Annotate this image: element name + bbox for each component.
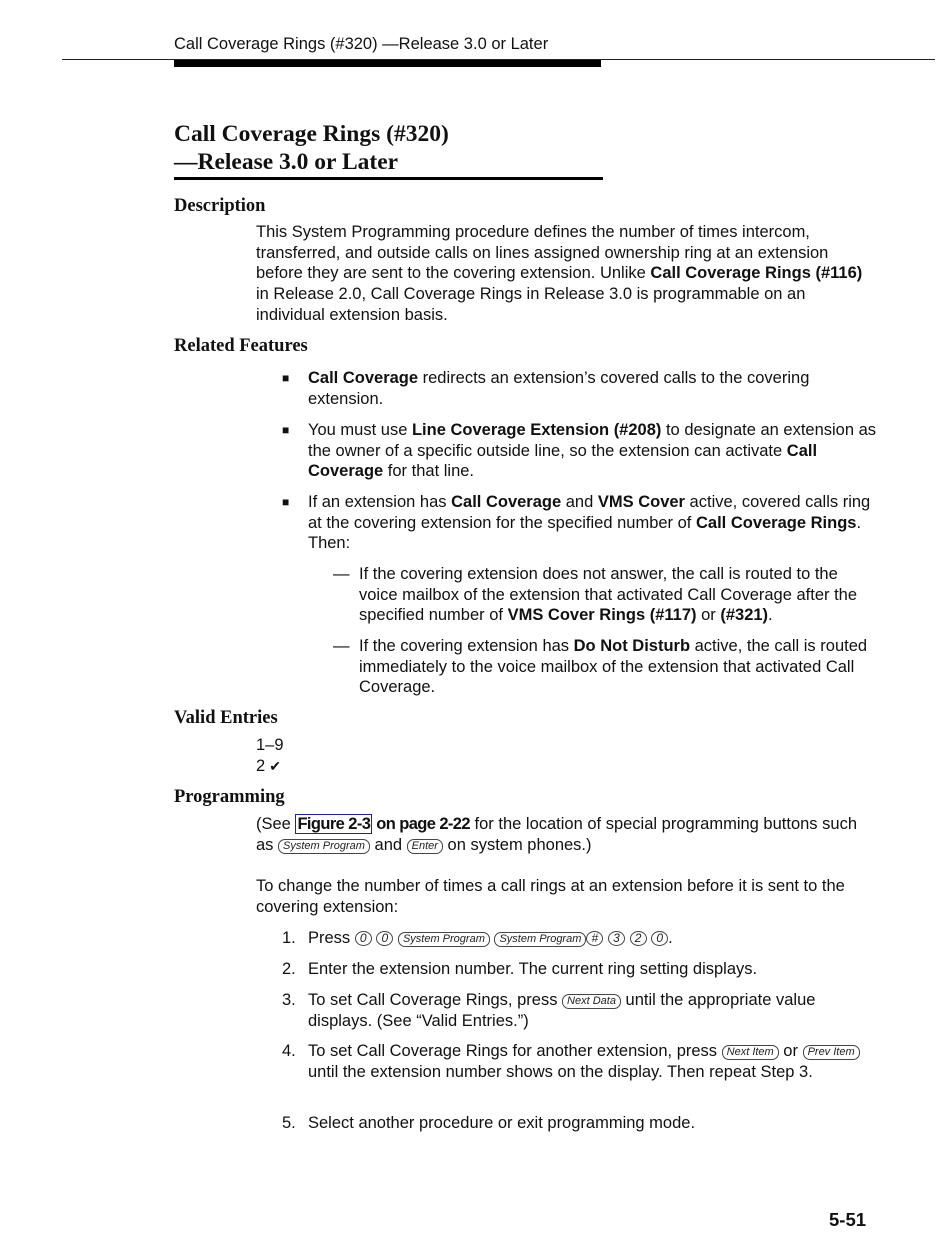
checkmark-icon: ✔ [269, 758, 281, 774]
procedure-step: 1. Press 0 0 System Program System Program # 3 2 0 . [282, 929, 673, 947]
programming-intro: To change the number of times a call rings at an extension before it is sent to the covering extension: [256, 877, 845, 916]
dash-icon: — [333, 637, 350, 655]
programming-note: (See Figure 2-3 on page 2-22 for the location of special programming buttons such as System Program and Enter on system phones.) [256, 815, 857, 854]
procedure-step: 3. To set Call Coverage Rings, press Next Data until the appropriate value displays. (See “Valid Entries.”) [282, 991, 816, 1030]
dial-hash-key-icon: # [586, 931, 603, 946]
system-program-key-icon: System Program [494, 932, 586, 947]
description-text-part: in Release 2.0, Call Coverage Rings in Release 3.0 is programmable on an individual extension basis. [256, 285, 806, 324]
header-bar [174, 60, 601, 67]
valid-entries-heading: Valid Entries [174, 708, 278, 728]
procedure-step: 5. Select another procedure or exit programming mode. [282, 1114, 696, 1132]
valid-entries-default [256, 756, 876, 777]
page-title [174, 120, 604, 176]
bullet-icon: ■ [282, 371, 290, 385]
valid-entries-range: 1–9 [256, 736, 284, 754]
default-value: 2 [256, 757, 266, 775]
system-program-key-icon: System Program [278, 839, 370, 854]
dial-0-key-icon: 0 [651, 931, 668, 946]
description-feature-ref: Call Coverage Rings (#116) [650, 264, 863, 283]
dial-0-key-icon: 0 [376, 931, 393, 946]
programming-heading: Programming [174, 787, 285, 807]
bullet-icon: ■ [282, 495, 290, 509]
procedure-step: 4. To set Call Coverage Rings for another extension, press Next Item or Prev Item until the extension number shows on the display. Then repeat Step 3. [282, 1041, 877, 1082]
related-feature-item: ■ If an extension has Call Coverage and VMS Cover active, covered calls ring at the covering extension for the specified number of Call Coverage Rings. Then: [282, 493, 871, 553]
dial-3-key-icon: 3 [608, 931, 625, 946]
description-text-part: This System Programming procedure defines the number of times intercom, transferred, and outside calls on lines assigned ownership ring at an extension before they are sent to the covering extension. Unlike [256, 223, 829, 283]
description-heading: Description [174, 196, 266, 216]
page-title-line-1: Call Coverage Rings (#320) [174, 121, 449, 147]
next-data-key-icon: Next Data [562, 994, 621, 1009]
step-number: 1. [282, 929, 296, 947]
bullet-icon: ■ [282, 423, 290, 437]
next-item-key-icon: Next Item [722, 1045, 779, 1060]
running-header: Call Coverage Rings (#320) —Release 3.0 or Later [174, 35, 549, 53]
enter-key-icon: Enter [407, 839, 443, 854]
figure-link[interactable]: Figure 2-3 [297, 815, 371, 833]
related-feature-subitem: — If the covering extension does not answer, the call is routed to the voice mailbox of the extension that activated Call Coverage after the specified number of VMS Cover Rings (#117) or (#321). [333, 565, 858, 625]
related-feature-item: ■ Call Coverage redirects an extension’s covered calls to the covering extension. [282, 369, 810, 408]
description-text [256, 222, 876, 326]
dial-2-key-icon: 2 [630, 931, 647, 946]
step-number: 4. [282, 1042, 296, 1060]
step-number: 3. [282, 991, 296, 1009]
prev-item-key-icon: Prev Item [803, 1045, 860, 1060]
step-number: 5. [282, 1114, 296, 1132]
procedure-step: 2. Enter the extension number. The current ring setting displays. [282, 960, 758, 978]
figure-link-page: on page 2-22 [372, 815, 470, 833]
related-features-heading: Related Features [174, 336, 308, 356]
page-title-line-2: —Release 3.0 or Later [174, 149, 399, 175]
related-feature-subitem: — If the covering extension has Do Not Disturb active, the call is routed immediately to the voice mailbox of the extension that activated Call Coverage. [333, 637, 868, 697]
step-number: 2. [282, 960, 296, 978]
title-rule [174, 177, 603, 180]
dial-0-key-icon: 0 [355, 931, 372, 946]
related-feature-item: ■ You must use Line Coverage Extension (#208) to designate an extension as the owner of a specific outside line, so the extension can activate Call Coverage for that line. [282, 421, 877, 481]
dash-icon: — [333, 565, 350, 583]
page-number: 5-51 [829, 1209, 867, 1230]
system-program-key-icon: System Program [398, 932, 490, 947]
